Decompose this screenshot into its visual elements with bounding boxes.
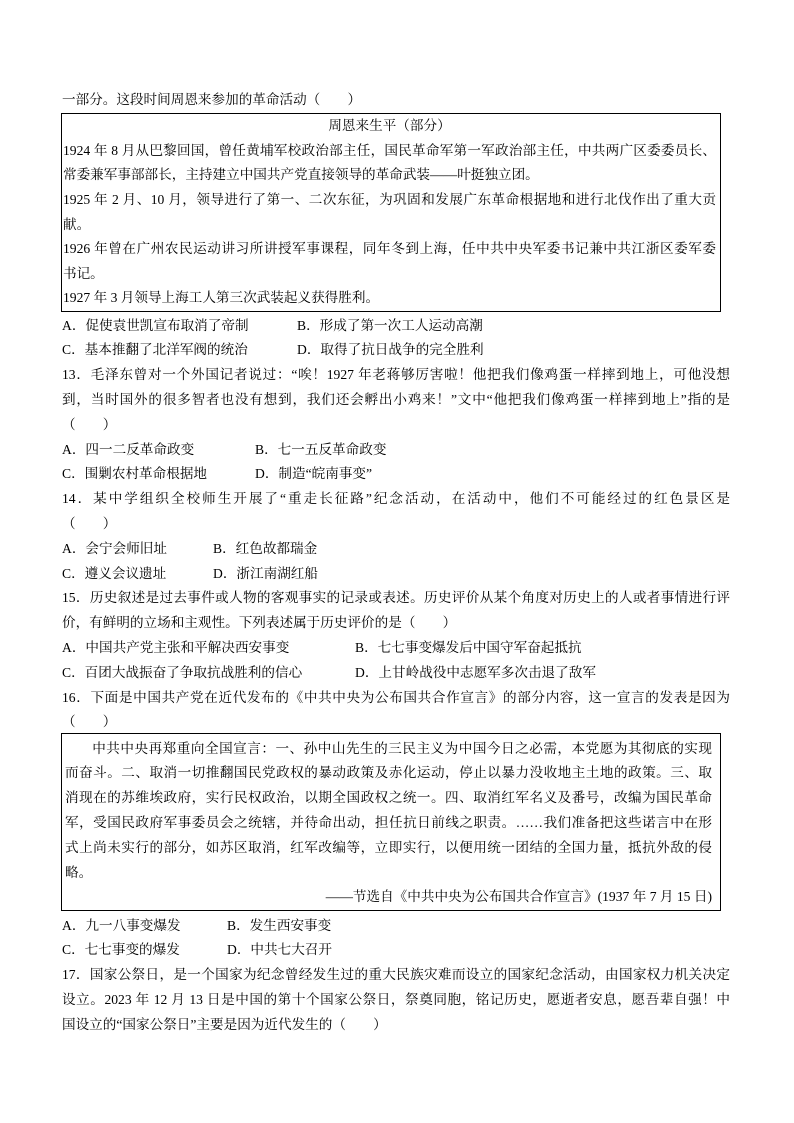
q12-option-b: B．形成了第一次工人运动高潮 [297,317,483,333]
questions-section [62,314,730,736]
q12-material-box [61,113,721,312]
q12-stem [62,88,730,113]
q12-material-line: 1926 年曾在广州农民运动讲习所讲授军事课程，同年冬到上海，任中共中央军委书记兼中共江浙区委军委 [63,241,716,257]
q16-material-line: 中共中央再郑重向全国宣言：一、孙中山先生的三民主义为中国今日之必需，本党愿为其彻底的实现 [92,740,712,756]
q14-option-d: D．浙江南湖红船 [213,565,318,581]
q15-options-row [62,636,730,661]
q13-options-row [62,438,730,463]
q17-stem-line: 国设立的“国家公祭日”主要是因为近代发生的（ ） [62,1016,387,1032]
q12-material-line: 献。 [63,216,91,232]
q14-option-a: A．会宁会师旧址 [62,540,167,556]
q15-options-row [62,661,730,686]
q16-answer-blank: （ ） [62,714,117,730]
q12-option-d: D．取得了抗日战争的完全胜利 [297,342,484,358]
q16-material-line: 而奋斗。二、取消一切推翻国民党政权的暴动政策及赤化运动，停止以暴力没收地主土地的政策。三、取 [65,765,712,781]
q12-material-content [63,114,716,311]
q13-option-a: A．四一二反革命政变 [62,441,195,457]
q12-material-line: 书记。 [63,265,104,281]
q13-stem-line: 13．毛泽东曾对一个外国记者说过：“唉！1927 年老蒋够厉害啦！他把我们像鸡蛋一样摔到地上，可他没想 [62,367,730,383]
q12-option-a: A．促使袁世凯宣布取消了帝制 [62,317,249,333]
q16-option-c: C．七七事变的爆发 [62,942,180,958]
q13-stem-line: 到，当时国外的很多智者也没有想到，我们还会孵出小鸡来！”文中“他把我们像鸡蛋一样摔到地上”指的是 [62,391,730,407]
q16-option-b: B．发生西安事变 [227,917,332,933]
q16-options-row [62,938,730,963]
q17-stem-line: 设立。2023 年 12 月 13 日是中国的第十个国家公祭日，祭奠同胞，铭记历史，愿逝者安息，愿吾辈自强！中 [62,991,730,1007]
q12-stem-line: 一部分。这段时间周恩来参加的革命活动（ ） [62,91,362,107]
q16-material-line: 式上尚未实行的部分，如苏区取消，红军改编等，立即实行，以便用统一团结的全国力量，抵抗外敌的侵 [65,839,712,855]
q15-option-b: B．七七事变爆发后中国守军奋起抵抗 [355,639,582,655]
q16-material-box [61,733,721,911]
q14-stem-line: 14．某中学组织全校师生开展了“重走长征路”纪念活动，在活动中，他们不可能经过的红色景区是 [62,491,730,507]
q16-option-a: A．九一八事变爆发 [62,917,181,933]
q15-option-d: D．上甘岭战役中志愿军多次击退了敌军 [355,664,596,680]
q13-option-d: D．制造“皖南事变” [255,466,373,482]
q16-material-source: ——节选自《中共中央为公布国共合作宣言》(1937 年 7 月 15 日) [325,889,712,905]
questions-section-bottom [62,914,730,1038]
q16-stem-line: 16．下面是中国共产党在近代发布的《中共中央为公布国共合作宣言》的部分内容，这一宣言的发表是因为 [62,689,730,705]
q16-option-d: D．中共七大召开 [227,942,332,958]
q15-option-c: C．百团大战振奋了争取抗战胜利的信心 [62,664,303,680]
q12-material-line: 1927 年 3 月领导上海工人第三次武装起义获得胜利。 [63,290,380,306]
q16-material-line: 略。 [65,864,93,880]
q16-material-line: 军，受国民政府军事委员会之统辖，并待命出动，担任抗日前线之职责。……我们准备把这些诺言中在形 [65,814,712,830]
q12-option-c: C．基本推翻了北洋军阀的统治 [62,342,248,358]
q15-stem-line: 价，有鲜明的立场和主观性。下列表述属于历史评价的是（ ） [62,615,457,631]
q16-material-line: 消现在的苏维埃政府，实行民权政治，以期全国政权之统一。四、取消红军名义及番号，改编为国民革命 [65,790,712,806]
q13-options-row [62,462,730,487]
q14-option-b: B．红色故都瑞金 [213,540,318,556]
q16-material-content [65,737,712,911]
q15-stem-line: 15．历史叙述是过去事件或人物的客观事实的记录或表述。历史评价从某个角度对历史上的人或者事情进行评 [62,590,730,606]
q16-options-row [62,914,730,939]
q14-answer-blank: （ ） [62,515,117,531]
q14-options-row [62,537,730,562]
q15-option-a: A．中国共产党主张和平解决西安事变 [62,639,290,655]
q12-material-line: 1925 年 2 月、10 月，领导进行了第一、二次东征，为巩固和发展广东革命根据地和进行北伐作出了重大贡 [63,191,716,207]
q13-answer-blank: （ ） [62,416,117,432]
q12-material-title: 周恩来生平（部分） [328,118,451,133]
q14-options-row [62,562,730,587]
q12-material-line: 常委兼军事部部长，主持建立中国共产党直接领导的革命武装——叶挺独立团。 [63,167,539,183]
q12-options-row [62,314,730,339]
q17-stem-line: 17．国家公祭日，是一个国家为纪念曾经发生过的重大民族灾难而设立的国家纪念活动，由国家权力机关决定 [62,967,730,983]
q13-option-b: B．七一五反革命政变 [255,441,387,457]
q13-option-c: C．围剿农村革命根据地 [62,466,208,482]
q12-options-row [62,338,730,363]
q12-material-line: 1924 年 8 月从巴黎回国，曾任黄埔军校政治部主任，国民革命军第一军政治部主任，中共两广区委委员长、 [63,142,716,158]
q14-option-c: C．遵义会议遗址 [62,565,167,581]
